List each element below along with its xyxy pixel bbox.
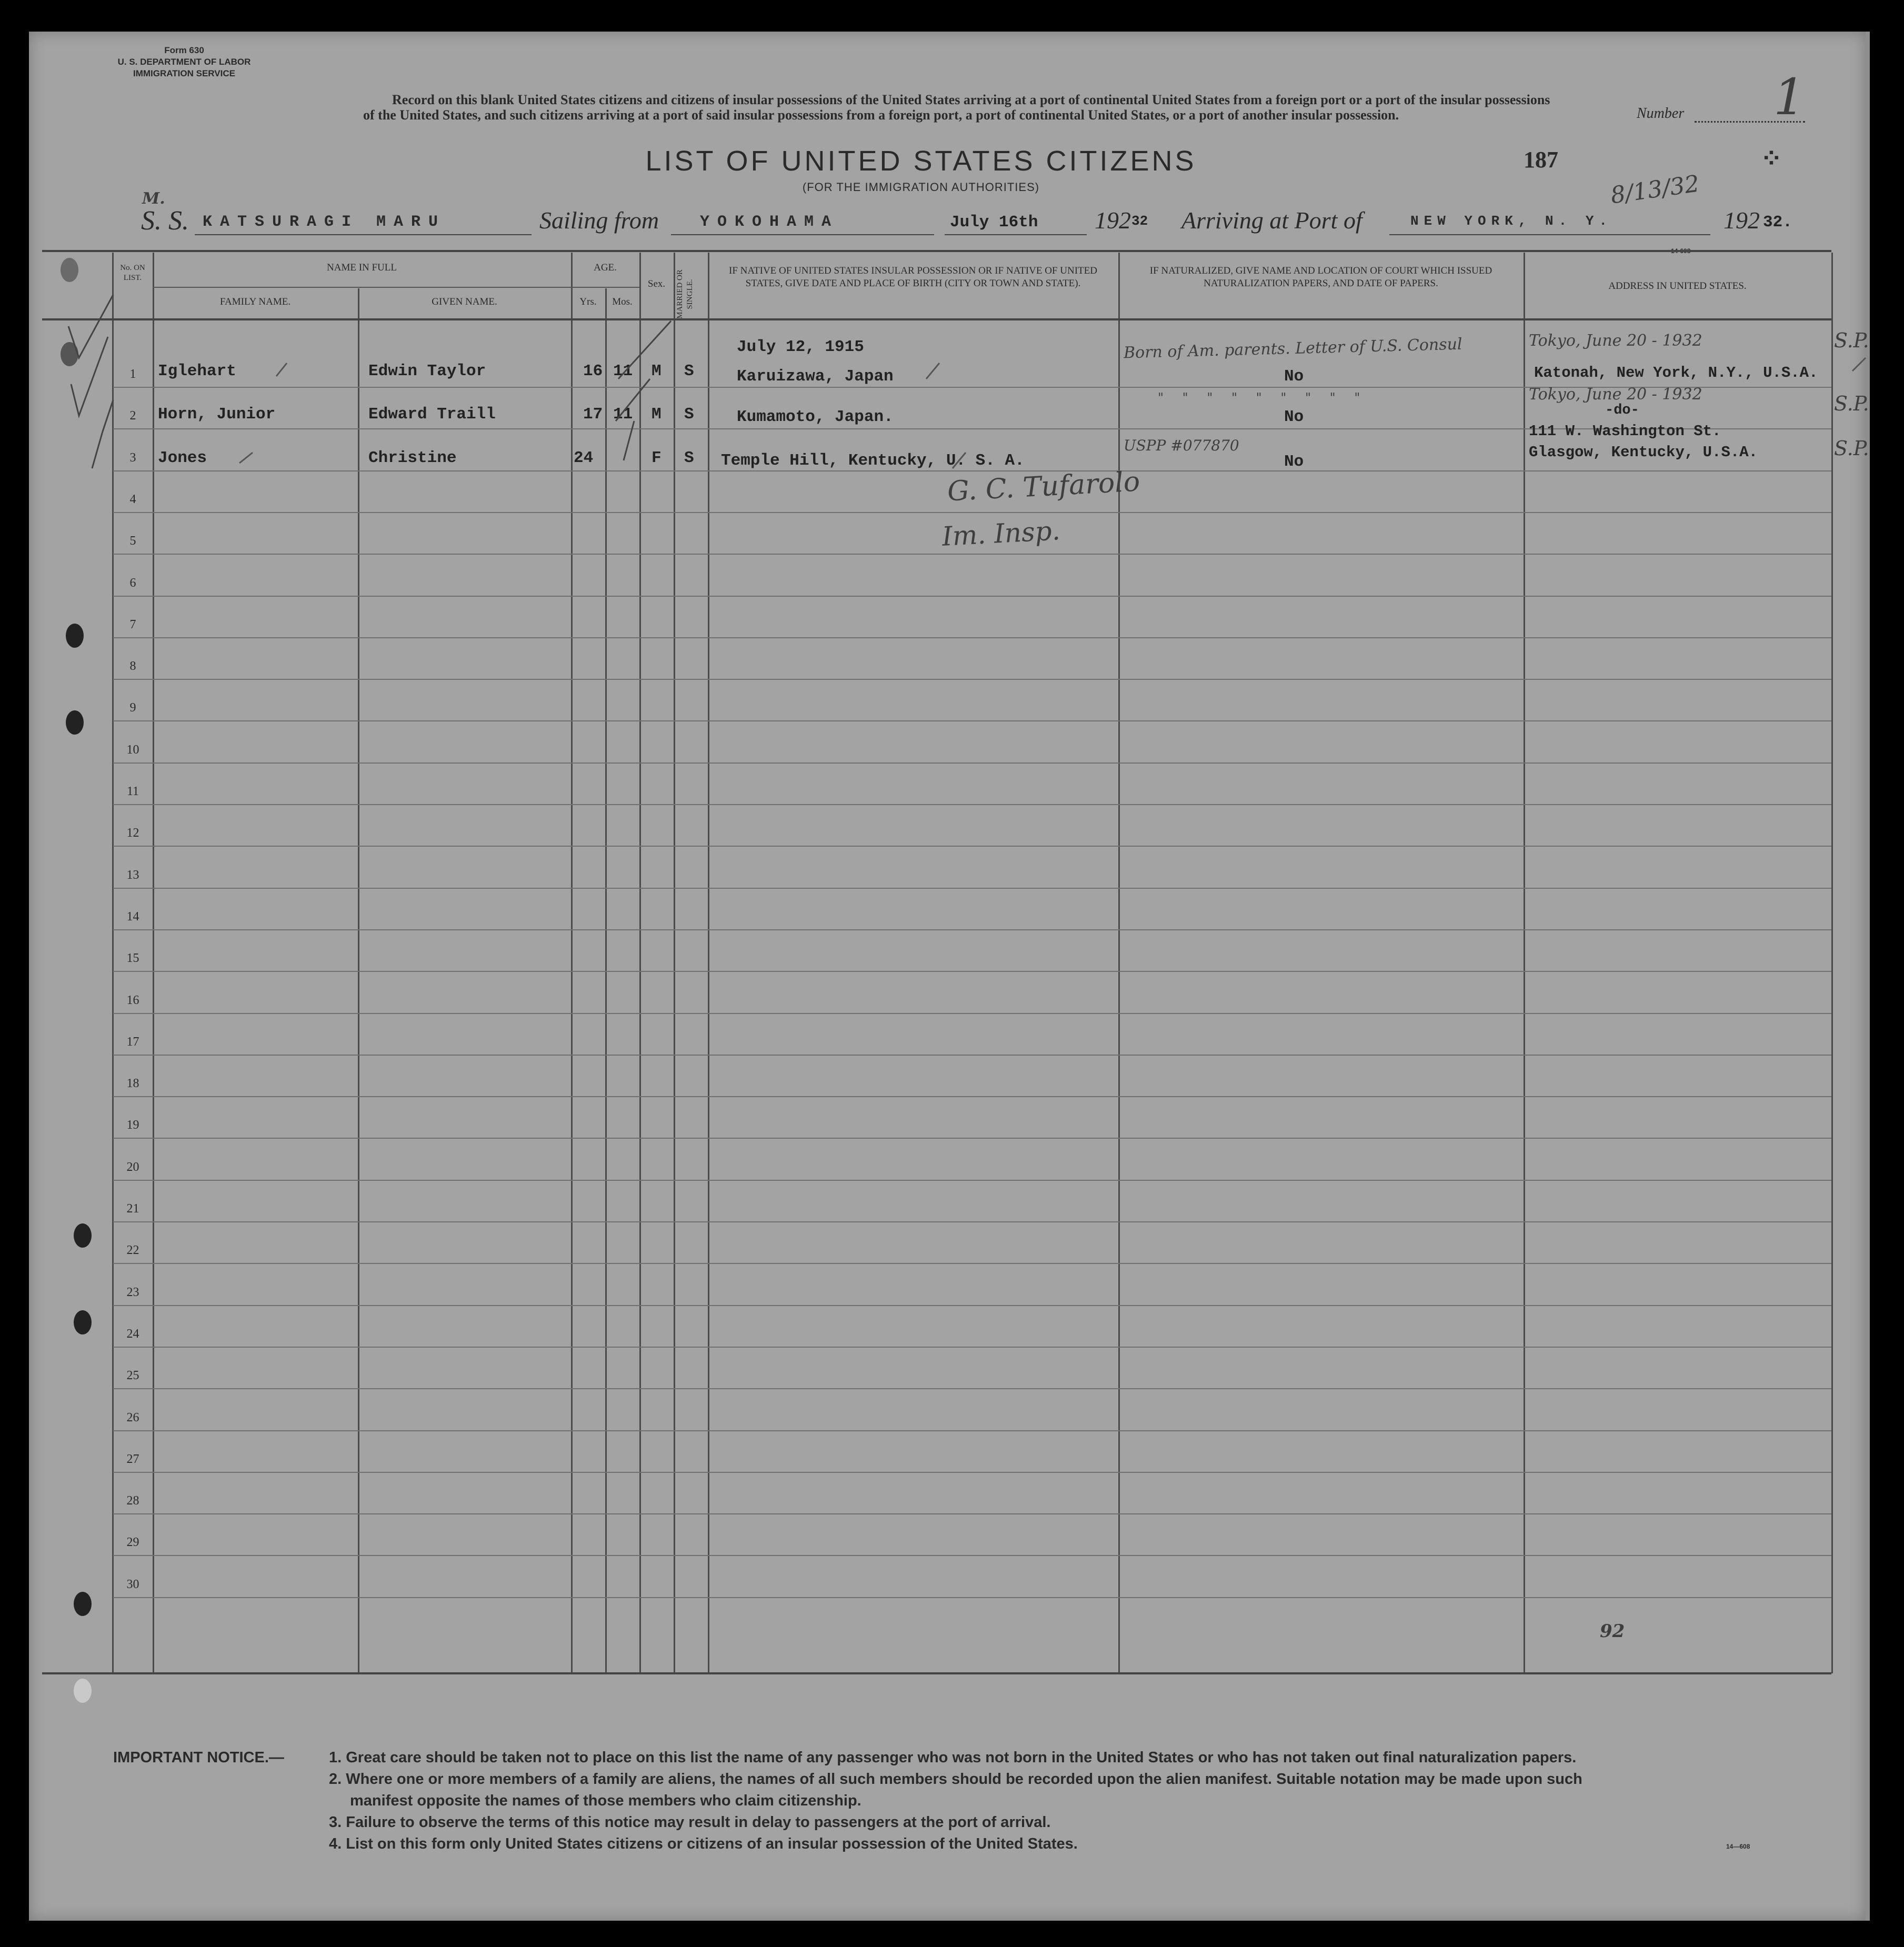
row-number: 30 — [126, 1577, 139, 1591]
row-number: 29 — [126, 1535, 139, 1550]
row2-yrs: 17 — [583, 405, 603, 424]
inspector-signature: G. C. Tufarolo — [946, 466, 1141, 508]
row-number: 4 — [129, 492, 136, 506]
row2-mos: 11 — [613, 405, 633, 424]
header-married-single: MARRIED OR SINGLE. — [676, 269, 694, 319]
row1-given-name: Edwin Taylor — [368, 362, 486, 380]
row-number: 1 — [129, 367, 136, 381]
row1-address-note: Tokyo, June 20 - 1932 — [1529, 332, 1702, 350]
arrival-year-printed: 192 — [1723, 207, 1760, 234]
record-instructions: Record on this blank United States citizens and citizens of insular possessions of the United States arriving at a port of continental United States from a foreign port or a port of the insular possessions of the United States, and such citizens arriving at a port of said insular possessions from a foreign port, a port of continental United States, or a port of another insular possession. — [363, 92, 1550, 123]
row2-given-name: Edward Traill — [368, 405, 496, 424]
row1-address: Katonah, New York, N.Y., U.S.A. — [1534, 364, 1818, 382]
row2-margin-note: S.P. — [1834, 392, 1869, 415]
arrival-date-handwritten: 8/13/32 — [1609, 170, 1701, 209]
table-bottom-line — [42, 1672, 1831, 1674]
header-no-on-list: No. ON LIST. — [120, 264, 145, 282]
header-address: ADDRESS IN UNITED STATES. — [1608, 280, 1747, 292]
row-number: 26 — [126, 1410, 139, 1424]
row2-birth-place: Kumamoto, Japan. — [737, 408, 894, 426]
row2-naturalized-note: " " " " " " " " " — [1158, 390, 1368, 405]
notice-item-2-cont: manifest opposite the names of those members who claim citizenship. — [350, 1792, 861, 1809]
row3-yrs: 24 — [574, 449, 594, 467]
ship-prefix: S. S. — [141, 206, 189, 236]
row-number: 11 — [126, 785, 139, 798]
row1-naturalized-note: Born of Am. parents. Letter of U.S. Consul — [1123, 335, 1462, 363]
row1-birth-place: Karuizawa, Japan — [737, 367, 894, 386]
row-number: 28 — [126, 1494, 139, 1508]
header-mos: Mos. — [612, 296, 633, 307]
notice-item-1: 1. Great care should be taken not to place on this list the name of any passenger who was not born in the United States or who has not taken out final naturalization papers. — [329, 1749, 1577, 1766]
row-number: 9 — [129, 701, 136, 715]
row1-naturalized: No — [1284, 367, 1304, 386]
row-number: 12 — [126, 826, 139, 840]
header-naturalized: IF NATURALIZED, GIVE NAME AND LOCATION OF COURT WHICH ISSUED NATURALIZATION PAPERS, AND DATE OF PAPERS. — [1149, 265, 1492, 289]
notice-lead: IMPORTANT NOTICE.— — [113, 1749, 284, 1766]
row1-marital: S — [684, 362, 694, 380]
row-number: 17 — [126, 1035, 139, 1049]
row3-given-name: Christine — [368, 449, 457, 467]
header-age: AGE. — [594, 262, 617, 273]
row3-naturalized: No — [1284, 453, 1304, 471]
notice-item-4: 4. List on this form only United States citizens or citizens of an insular possession of the United States. — [329, 1835, 1078, 1852]
sailing-from-port: YOKOHAMA — [700, 213, 839, 231]
header-name-in-full: NAME IN FULL — [327, 262, 397, 273]
row2-sex: M — [652, 405, 662, 424]
form-number: Form 630 — [164, 45, 204, 55]
page-subtitle: (FOR THE IMMIGRATION AUTHORITIES) — [802, 180, 1040, 194]
notice-item-2: 2. Where one or more members of a family are aliens, the names of all such members should be recorded upon the alien manifest. Suitable notation may be made upon such — [329, 1771, 1582, 1788]
ship-name: KATSURAGI MARU — [203, 213, 446, 231]
page-title: LIST OF UNITED STATES CITIZENS — [645, 145, 1197, 177]
row1-margin-note: S.P. — [1834, 329, 1869, 352]
service-name: IMMIGRATION SERVICE — [133, 68, 235, 78]
row-number: 16 — [126, 993, 139, 1007]
list-number: 1 — [1773, 68, 1806, 126]
sailing-date: July 16th — [950, 213, 1038, 232]
row-number: 20 — [126, 1160, 139, 1174]
print-code-bottom: 14—608 — [1726, 1843, 1750, 1850]
sheet-mark: ⁘ — [1760, 144, 1782, 173]
row3-margin-note: S.P. — [1834, 437, 1869, 460]
arriving-label: Arriving at Port of — [1181, 207, 1362, 234]
row1-birth-date: July 12, 1915 — [737, 338, 864, 356]
row-number: 19 — [126, 1118, 139, 1132]
row-number: 8 — [129, 659, 136, 674]
row3-sex: F — [652, 449, 662, 467]
row-number: 13 — [126, 868, 139, 882]
row-number: 25 — [126, 1369, 139, 1383]
print-code-top: 14-608 — [1671, 247, 1691, 255]
row3-address-line1: 111 W. Washington St. — [1529, 423, 1721, 440]
ship-type-mark: M. — [142, 189, 165, 208]
row-number: 15 — [126, 951, 139, 966]
department-name: U. S. DEPARTMENT OF LABOR — [117, 57, 251, 67]
row1-mos: 11 — [613, 362, 633, 380]
row-number: 27 — [126, 1452, 139, 1466]
row-number: 18 — [126, 1077, 139, 1091]
arrival-port: NEW YORK, N. Y. — [1410, 213, 1613, 229]
row1-yrs: 16 — [583, 362, 603, 380]
arrival-year-typed: 32. — [1763, 213, 1792, 232]
row-number: 22 — [126, 1243, 139, 1258]
row-number: 10 — [126, 742, 139, 757]
row3-birth-place: Temple Hill, Kentucky, U. S. A. — [721, 451, 1025, 470]
notice-item-3: 3. Failure to observe the terms of this notice may result in delay to passengers at the port of arrival. — [329, 1814, 1051, 1831]
row-number: 3 — [129, 450, 136, 465]
inspector-title: Im. Insp. — [941, 515, 1061, 552]
row3-family-name: Jones — [158, 449, 207, 467]
sailing-year-typed: 32 — [1131, 213, 1148, 229]
row1-sex: M — [652, 362, 662, 380]
row3-marital: S — [684, 449, 694, 467]
row-number: 2 — [129, 409, 136, 423]
number-label: Number — [1637, 105, 1685, 122]
row1-family-name: Iglehart — [158, 362, 236, 380]
stamp-note: 92 — [1600, 1621, 1625, 1642]
row-number: 5 — [129, 534, 136, 548]
row2-marital: S — [684, 405, 694, 424]
row-number: 23 — [126, 1285, 139, 1299]
row-number: 24 — [126, 1327, 139, 1341]
header-given-name: GIVEN NAME. — [432, 296, 497, 307]
row-number: 6 — [129, 576, 136, 590]
sailing-from-label: Sailing from — [539, 207, 659, 234]
row2-family-name: Horn, Junior — [158, 405, 276, 424]
row2-naturalized: No — [1284, 408, 1304, 426]
row-number: 14 — [126, 909, 139, 924]
sheet-number: 187 — [1524, 147, 1558, 173]
row3-address-line2: Glasgow, Kentucky, U.S.A. — [1529, 444, 1758, 461]
header-sex: Sex. — [647, 278, 666, 289]
row-number: 21 — [126, 1202, 139, 1216]
header-family-name: FAMILY NAME. — [219, 296, 291, 307]
row2-address-note: Tokyo, June 20 - 1932 — [1529, 385, 1702, 404]
sailing-year-printed: 192 — [1095, 207, 1131, 234]
row-number: 7 — [129, 617, 136, 631]
header-birth: IF NATIVE OF UNITED STATES INSULAR POSSESSION OR IF NATIVE OF UNITED STATES, GIVE DATE AND PLACE OF BIRTH (CITY OR TOWN AND STATE). — [729, 265, 1097, 289]
row3-naturalized-note: USPP #077870 — [1124, 437, 1239, 454]
row2-address: -do- — [1605, 403, 1639, 418]
header-yrs: Yrs. — [579, 296, 597, 307]
